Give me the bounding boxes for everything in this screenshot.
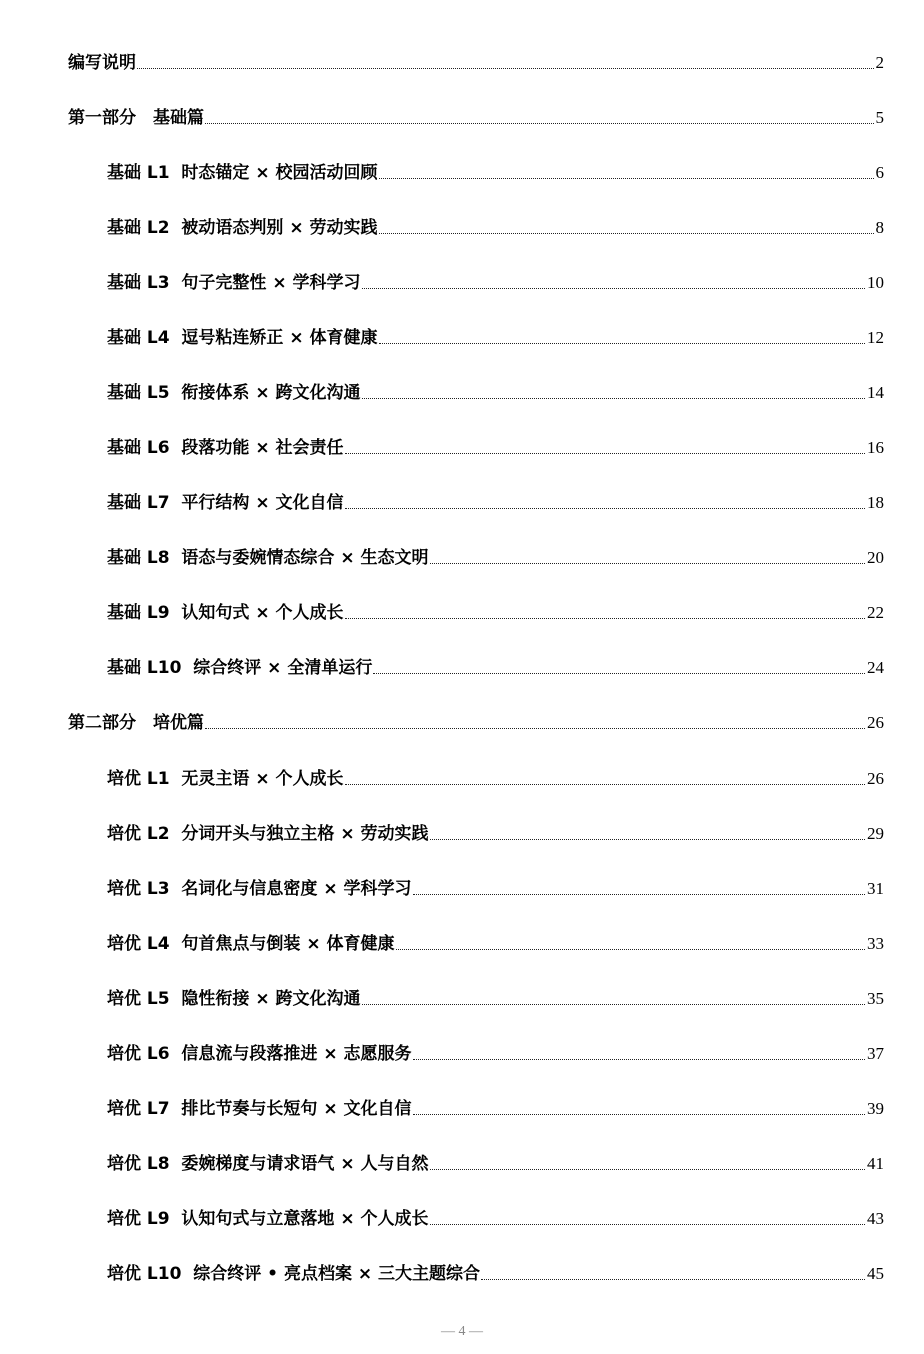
toc-entry-page: 31 [867, 879, 884, 898]
toc-entry[interactable] [107, 766, 884, 790]
toc-entry-page: 10 [867, 273, 884, 292]
dot-leader [379, 233, 874, 234]
toc-entry-page: 24 [867, 658, 884, 677]
dot-leader [481, 1279, 865, 1280]
toc-entry[interactable] [68, 710, 884, 734]
toc-entry[interactable] [107, 490, 884, 514]
toc-entry[interactable] [107, 876, 884, 900]
toc-entry-title: 基础 L5 衔接体系 × 跨文化沟通 [107, 383, 361, 403]
toc-entry[interactable] [107, 1206, 884, 1230]
toc-entry-title: 基础 L10 综合终评 × 全清单运行 [107, 658, 373, 678]
toc-entry-title: 培优 L2 分词开头与独立主格 × 劳动实践 [107, 824, 429, 844]
toc-entry[interactable] [107, 1041, 884, 1065]
toc-entry-page: 45 [867, 1264, 884, 1283]
dot-leader [362, 288, 866, 289]
toc-entry[interactable] [107, 215, 884, 239]
toc-entry-title: 基础 L2 被动语态判别 × 劳动实践 [107, 218, 378, 238]
dot-leader [345, 453, 866, 454]
toc-entry-title: 基础 L7 平行结构 × 文化自信 [107, 493, 344, 513]
dot-leader [362, 398, 866, 399]
dot-leader [413, 1059, 866, 1060]
dot-leader [430, 1224, 866, 1225]
dot-leader [413, 1114, 866, 1115]
toc-entry-page: 14 [867, 383, 884, 402]
toc-entry[interactable] [107, 435, 884, 459]
toc-entry-title: 第一部分 基础篇 [68, 108, 204, 128]
dot-leader [396, 949, 866, 950]
dot-leader [430, 839, 866, 840]
dot-leader [379, 178, 874, 179]
toc-entry-page: 6 [875, 163, 884, 182]
toc-entry-title: 培优 L6 信息流与段落推进 × 志愿服务 [107, 1044, 412, 1064]
toc-entry-title: 基础 L9 认知句式 × 个人成长 [107, 603, 344, 623]
toc-entry-page: 35 [867, 989, 884, 1008]
dot-leader [345, 618, 866, 619]
dot-leader [345, 508, 866, 509]
toc-entry-title: 基础 L3 句子完整性 × 学科学习 [107, 273, 361, 293]
toc-entry-page: 12 [867, 328, 884, 347]
toc-entry-title: 培优 L1 无灵主语 × 个人成长 [107, 769, 344, 789]
toc-entry-title: 基础 L6 段落功能 × 社会责任 [107, 438, 344, 458]
toc-entry[interactable] [107, 270, 884, 294]
dot-leader [379, 343, 866, 344]
toc-entry-page: 37 [867, 1044, 884, 1063]
toc-entry-title: 基础 L4 逗号粘连矫正 × 体育健康 [107, 328, 378, 348]
toc-entry-title: 培优 L3 名词化与信息密度 × 学科学习 [107, 879, 412, 899]
toc-entry-page: 22 [867, 603, 884, 622]
toc-entry[interactable] [107, 986, 884, 1010]
toc-entry-title: 培优 L7 排比节奏与长短句 × 文化自信 [107, 1099, 412, 1119]
toc-entry-page: 20 [867, 548, 884, 567]
toc-entry[interactable] [107, 821, 884, 845]
footer-page-number: — 4 — [441, 1324, 483, 1339]
dot-leader [137, 68, 874, 69]
dot-leader [362, 1004, 866, 1005]
toc-entry-page: 43 [867, 1209, 884, 1228]
toc-entry-page: 39 [867, 1099, 884, 1118]
dot-leader [345, 784, 866, 785]
toc-entry[interactable] [107, 931, 884, 955]
dot-leader [205, 123, 874, 124]
dot-leader [430, 1169, 866, 1170]
toc-entry[interactable] [107, 380, 884, 404]
toc-entry-title: 基础 L1 时态锚定 × 校园活动回顾 [107, 163, 378, 183]
toc-entry-page: 16 [867, 438, 884, 457]
toc-entry-title: 基础 L8 语态与委婉情态综合 × 生态文明 [107, 548, 429, 568]
toc-entry[interactable] [107, 325, 884, 349]
toc-entry-page: 26 [867, 769, 884, 788]
toc-entry-title: 培优 L4 句首焦点与倒装 × 体育健康 [107, 934, 395, 954]
toc-entry-page: 26 [867, 713, 884, 732]
toc-entry[interactable] [107, 1096, 884, 1120]
toc-entry-title: 培优 L8 委婉梯度与请求语气 × 人与自然 [107, 1154, 429, 1174]
toc-entry-title: 编写说明 [68, 53, 136, 73]
toc-entry-title: 培优 L10 综合终评 • 亮点档案 × 三大主题综合 [107, 1264, 481, 1284]
toc-entry[interactable] [107, 1151, 884, 1175]
toc-entry[interactable] [107, 600, 884, 624]
dot-leader [430, 563, 866, 564]
toc-entry-page: 41 [867, 1154, 884, 1173]
dot-leader [373, 673, 865, 674]
toc-entry-page: 2 [875, 53, 884, 72]
toc-entry[interactable] [68, 50, 884, 74]
toc-entry[interactable] [68, 105, 884, 129]
toc-entry-title: 培优 L5 隐性衔接 × 跨文化沟通 [107, 989, 361, 1009]
toc-entry[interactable] [107, 655, 884, 679]
toc-entry-page: 8 [875, 218, 884, 237]
toc-entry[interactable] [107, 545, 884, 569]
dot-leader [205, 728, 865, 729]
toc-entry-title: 培优 L9 认知句式与立意落地 × 个人成长 [107, 1209, 429, 1229]
toc-entry[interactable] [107, 160, 884, 184]
toc-entry-page: 29 [867, 824, 884, 843]
toc-entry[interactable] [107, 1261, 884, 1285]
toc-entry-page: 18 [867, 493, 884, 512]
dot-leader [413, 894, 866, 895]
toc-entry-title: 第二部分 培优篇 [68, 713, 204, 733]
toc-entry-page: 33 [867, 934, 884, 953]
toc-entry-page: 5 [875, 108, 884, 127]
